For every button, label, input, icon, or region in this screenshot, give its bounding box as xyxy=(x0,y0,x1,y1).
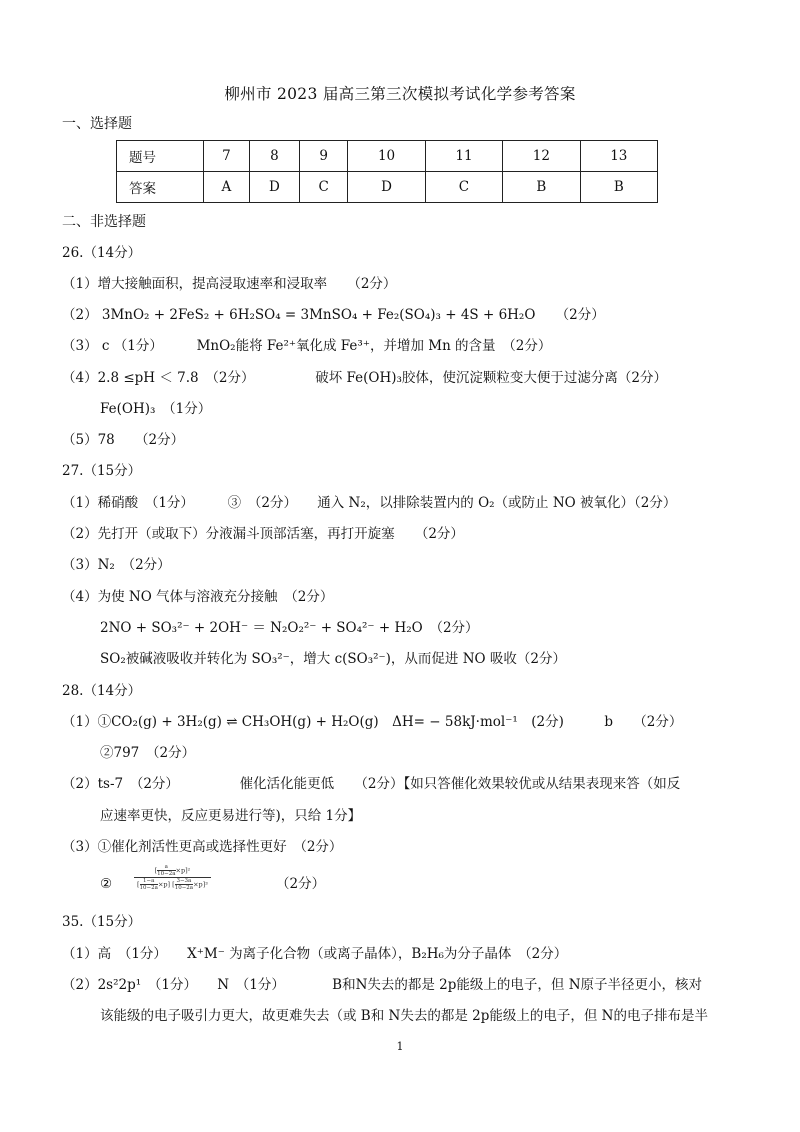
question-heading: 27.（15分） xyxy=(62,463,142,479)
table-cell: 13 xyxy=(580,141,657,172)
answer-line: （3）①催化剂活性更高或选择性更好 （2分） xyxy=(62,839,343,855)
section-heading-nonchoice: 二、非选择题 xyxy=(62,214,146,230)
table-cell: 12 xyxy=(503,141,580,172)
table-cell: 11 xyxy=(425,141,502,172)
table-row-answers xyxy=(117,172,658,203)
answer-line: 2NO + SO₃²⁻ + 2OH⁻ ＝ N₂O₂²⁻ + SO₄²⁻ + H₂O （2分） xyxy=(100,620,479,636)
table-cell: 8 xyxy=(249,141,299,172)
table-cell: D xyxy=(249,172,299,203)
question-heading: 26.（14分） xyxy=(62,245,142,261)
answer-line: （5）78 （2分） xyxy=(62,432,185,448)
answer-line: （1）①CO₂(g) + 3H₂(g) ⇌ CH₃OH(g) + H₂O(g) ΔH= − 58kJ·mol⁻¹ (2分) b （2分） xyxy=(62,714,683,730)
answer-line: （1）增大接触面积，提高浸取速率和浸取率 （2分） xyxy=(62,276,397,292)
question-heading: 35.（15分） xyxy=(62,914,142,930)
table-cell: D xyxy=(348,172,425,203)
kp-expression xyxy=(134,864,211,891)
answer-line: （4）为使 NO 气体与溶液充分接触 （2分） xyxy=(62,589,334,605)
answer-line: SO₂被碱液吸收并转化为 SO₃²⁻，增大 c(SO₃²⁻)，从而促进 NO 吸收（2分） xyxy=(100,651,566,667)
table-cell: B xyxy=(503,172,580,203)
answer-table xyxy=(116,140,658,203)
table-cell: C xyxy=(300,172,348,203)
answer-line: （2）ts-7 （2分） 催化活化能更低 （2分）【如只答催化效果较优或从结果表现来答（如反 xyxy=(62,776,681,792)
answer-line: （2）先打开（或取下）分液漏斗顶部活塞，再打开旋塞 （2分） xyxy=(62,526,464,542)
table-cell: A xyxy=(204,172,250,203)
answer-line: 该能级的电子吸引力更大，故更难失去（或 B和 N失去的都是 2p能级上的电子，但 N的电子排布是半 xyxy=(100,1008,708,1024)
table-cell: C xyxy=(425,172,502,203)
table-cell: 7 xyxy=(204,141,250,172)
answer-line: （2分） xyxy=(276,876,326,892)
section-heading-choice: 一、选择题 xyxy=(62,116,132,132)
answer-line: （1）高 （1分） X⁺M⁻ 为离子化合物（或离子晶体），B₂H₆为分子晶体 （2分） xyxy=(62,946,568,962)
answer-line: （3） c （1分） MnO₂能将 Fe²⁺氧化成 Fe³⁺，并增加 Mn 的含量 （2分） xyxy=(62,338,552,354)
kp-denominator: [ $\frac{1-a}{10-2a}$ ×p] [ $\frac{3-3a}{10-2a}$ ×p]³ xyxy=(137,878,208,891)
answer-line: （3）N₂ （2分） xyxy=(62,557,171,573)
answer-line: ②797 （2分） xyxy=(100,745,196,761)
answer-line: （4）2.8 ≤pH ＜ 7.8 （2分） 破坏 Fe(OH)₃胶体，使沉淀颗粒变大便于过滤分离（2分） xyxy=(62,370,668,386)
table-row-numbers xyxy=(117,141,658,172)
answer-line: Fe(OH)₃ （1分） xyxy=(100,401,212,417)
kp-numerator: [ $\frac{a}{10-2a}$ ×p]² xyxy=(134,864,211,878)
table-cell: B xyxy=(580,172,657,203)
answer-line: （2）2s²2p¹ （1分） N （1分） B和N失去的都是 2p能级上的电子，但 N原子半径更小，核对 xyxy=(62,977,703,993)
answer-line: （2） 3MnO₂ + 2FeS₂ + 6H₂SO₄ = 3MnSO₄ + Fe₂(SO₄)₃ + 4S + 6H₂O （2分） xyxy=(62,307,605,323)
row-label-number: 题号 xyxy=(117,141,204,172)
table-cell: 10 xyxy=(348,141,425,172)
kp-fraction xyxy=(134,864,211,891)
row-label-answer: 答案 xyxy=(117,172,204,203)
answer-line: 应速率更快，反应更易进行等)，只给 1分】 xyxy=(100,808,362,824)
page-title: 柳州市 2023 届高三第三次模拟考试化学参考答案 xyxy=(224,85,576,103)
question-heading: 28.（14分） xyxy=(62,683,142,699)
formula-label: ② xyxy=(100,876,113,892)
table-cell: 9 xyxy=(300,141,348,172)
answer-line: （1）稀硝酸 （1分） ③ （2分） 通入 N₂，以排除装置内的 O₂（或防止 NO 被氧化）（2分） xyxy=(62,495,677,511)
page-number: 1 xyxy=(396,1040,404,1053)
